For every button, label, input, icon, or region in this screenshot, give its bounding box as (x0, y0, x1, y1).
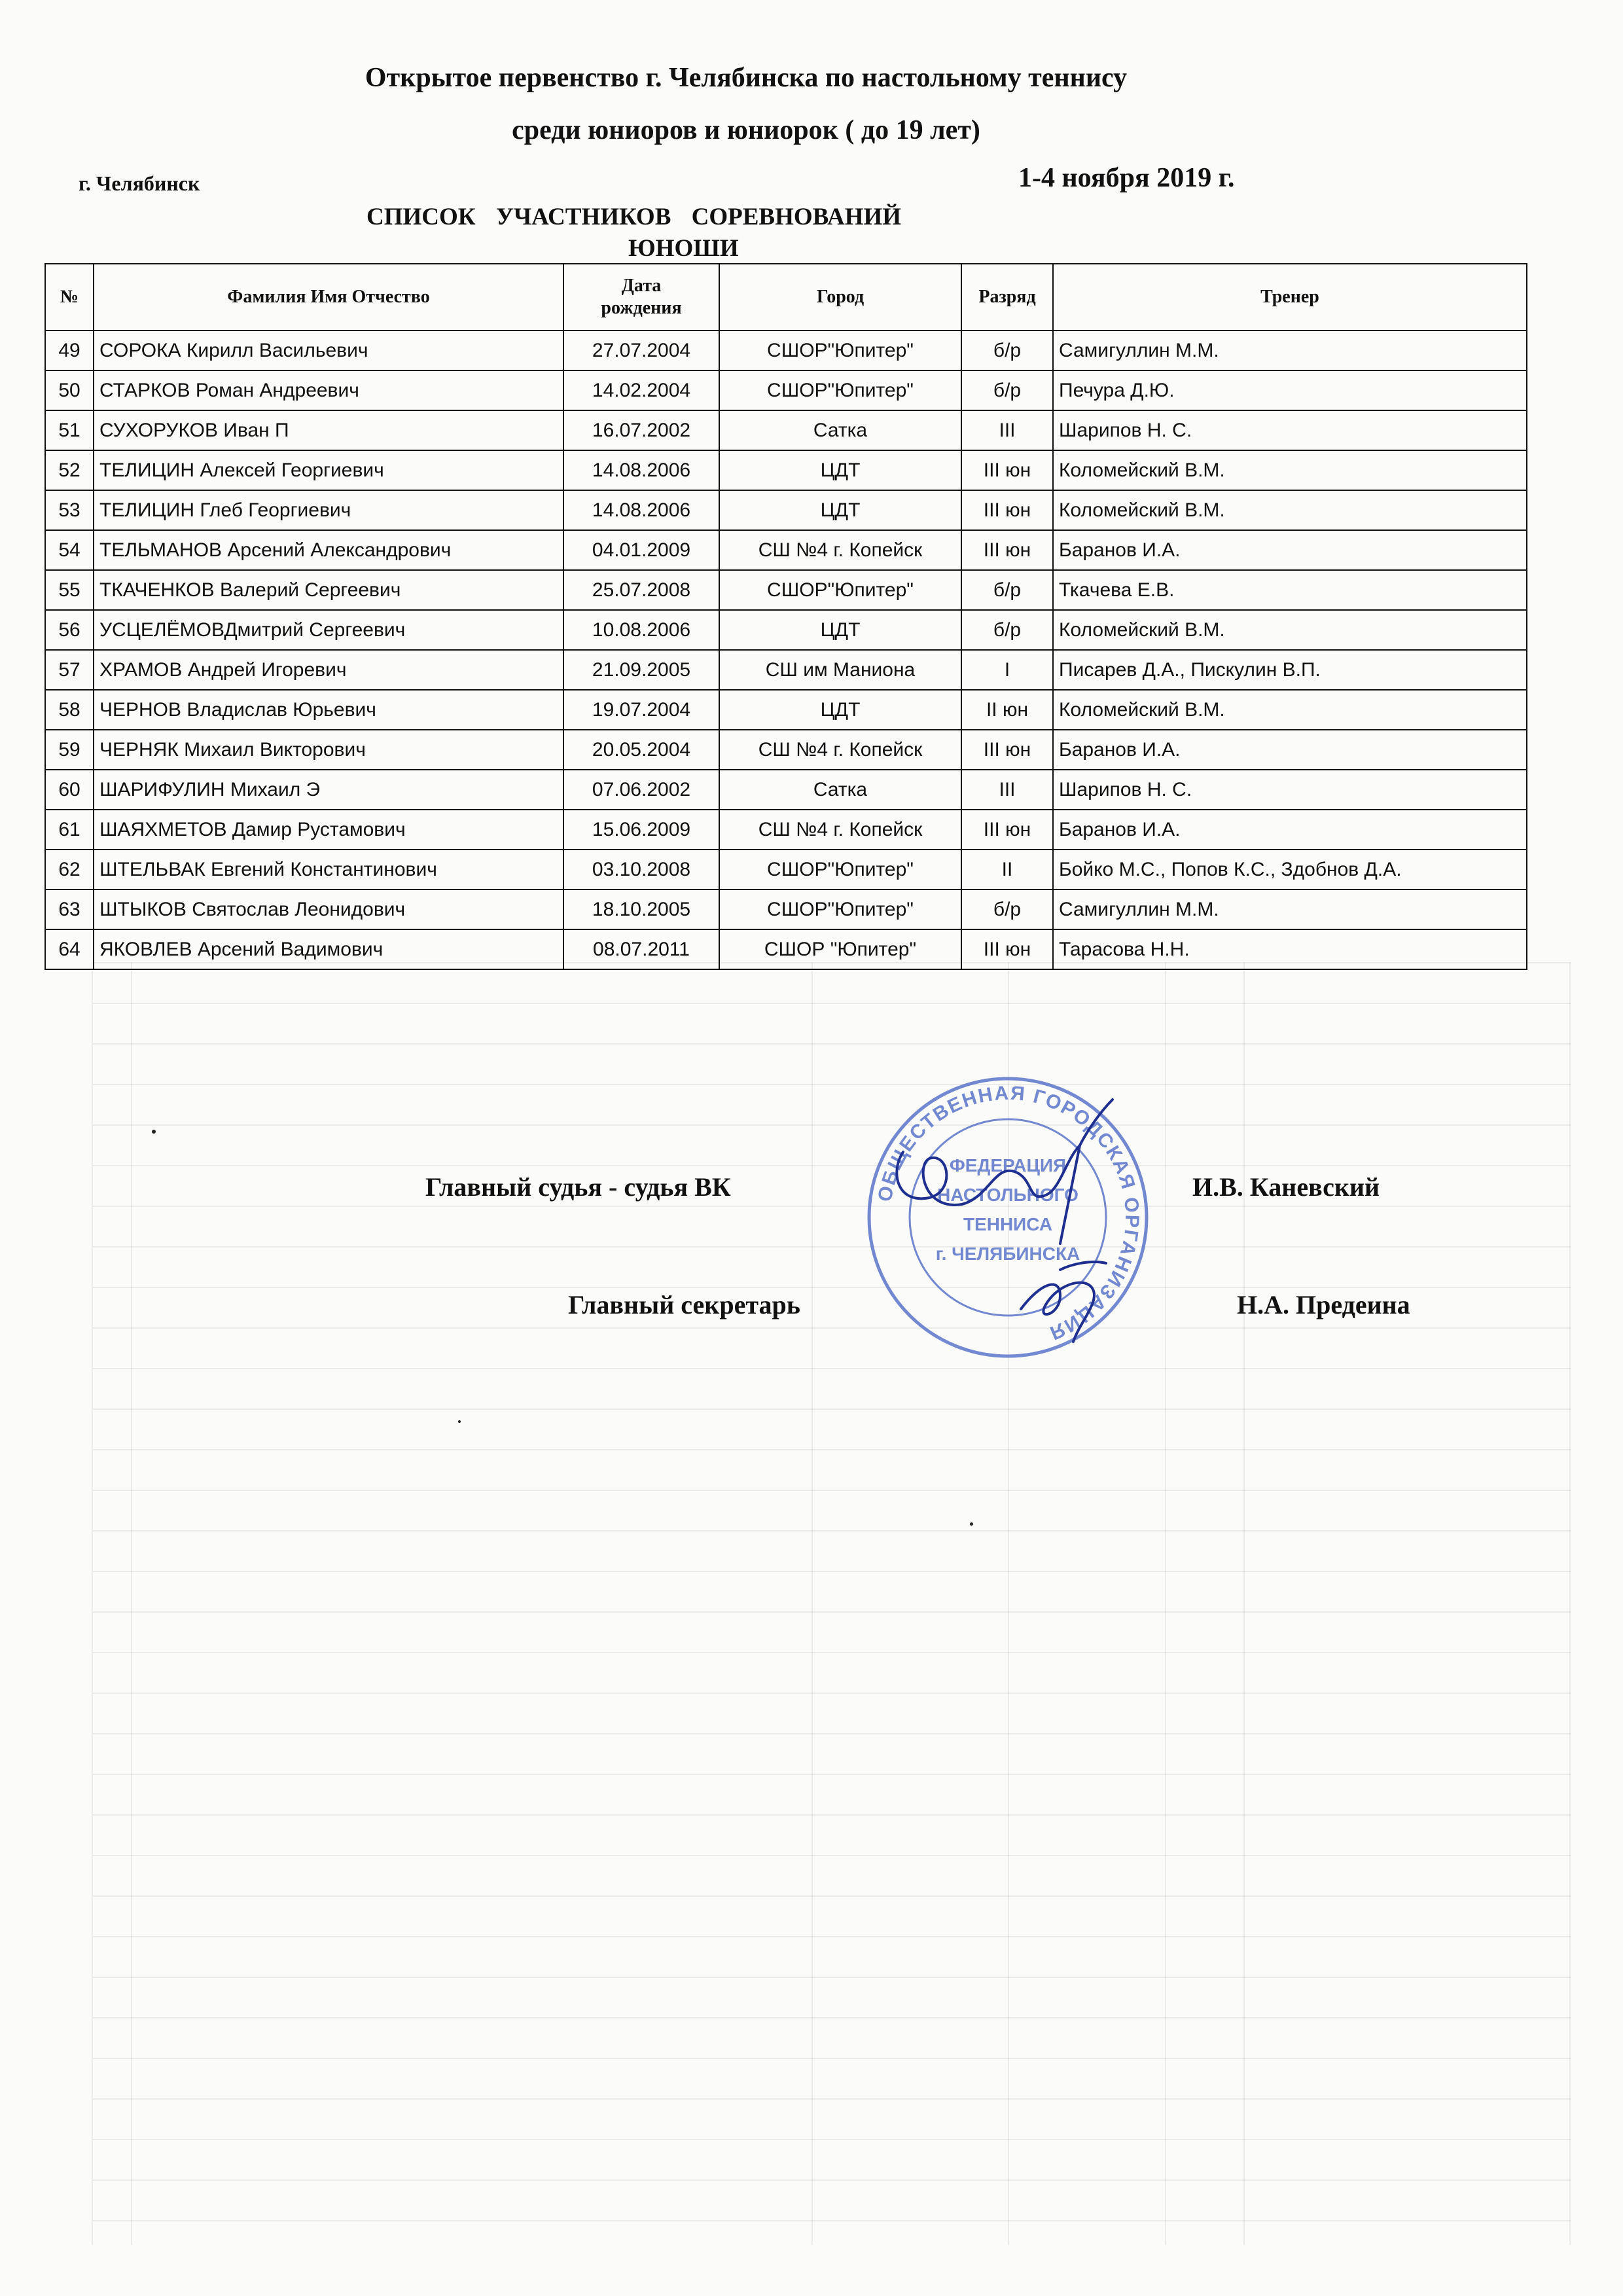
cell-name: ЧЕРНОВ Владислав Юрьевич (94, 690, 563, 730)
chief-judge-role: Главный судья - судья ВК (425, 1172, 731, 1202)
cell-num: 61 (45, 810, 94, 850)
cell-coach: Ткачева Е.В. (1053, 570, 1527, 610)
cell-dob: 08.07.2011 (563, 929, 719, 969)
cell-name: ЧЕРНЯК Михаил Викторович (94, 730, 563, 770)
col-header-city: Город (719, 264, 961, 331)
cell-dob: 27.07.2004 (563, 331, 719, 370)
cell-dob: 14.08.2006 (563, 450, 719, 490)
cell-name: ШТЫКОВ Святослав Леонидович (94, 889, 563, 929)
cell-dob: 15.06.2009 (563, 810, 719, 850)
cell-rank: II (961, 850, 1053, 889)
cell-num: 57 (45, 650, 94, 690)
cell-coach: Бойко М.С., Попов К.С., Здобнов Д.А. (1053, 850, 1527, 889)
speck (458, 1420, 461, 1423)
table-row (45, 730, 1527, 770)
cell-dob: 21.09.2005 (563, 650, 719, 690)
table-body (45, 331, 1527, 969)
cell-name: СОРОКА Кирилл Васильевич (94, 331, 563, 370)
cell-coach: Коломейский В.М. (1053, 610, 1527, 650)
table-row (45, 889, 1527, 929)
cell-city: СШОР"Юпитер" (719, 331, 961, 370)
cell-num: 64 (45, 929, 94, 969)
cell-rank: III юн (961, 730, 1053, 770)
venue-city: г. Челябинск (79, 171, 200, 195)
cell-rank: III юн (961, 450, 1053, 490)
cell-city: СШ им Маниона (719, 650, 961, 690)
cell-num: 60 (45, 770, 94, 810)
group-title: ЮНОШИ (628, 235, 739, 262)
table-row (45, 490, 1527, 530)
col-header-dob-line1: Дата (621, 276, 662, 296)
cell-name: ТЕЛЬМАНОВ Арсений Александрович (94, 530, 563, 570)
cell-rank: III (961, 410, 1053, 450)
cell-coach: Тарасова Н.Н. (1053, 929, 1527, 969)
participants-table (45, 263, 1527, 970)
speck (152, 1130, 156, 1134)
cell-coach: Баранов И.А. (1053, 810, 1527, 850)
table-row (45, 331, 1527, 370)
table-row (45, 610, 1527, 650)
list-title: СПИСОК УЧАСТНИКОВ СОРЕВНОВАНИЙ (366, 204, 902, 230)
cell-dob: 16.07.2002 (563, 410, 719, 450)
cell-name: ТЕЛИЦИН Алексей Георгиевич (94, 450, 563, 490)
table-row (45, 929, 1527, 969)
stamp-outer-text: ОБЩЕСТВЕННАЯ ГОРОДСКАЯ ОРГАНИЗАЦИЯ (874, 1082, 1143, 1344)
cell-coach: Коломейский В.М. (1053, 490, 1527, 530)
cell-city: СШ №4 г. Копейск (719, 530, 961, 570)
cell-city: СШОР"Юпитер" (719, 850, 961, 889)
cell-coach: Коломейский В.М. (1053, 450, 1527, 490)
cell-name: ШАЯХМЕТОВ Дамир Рустамович (94, 810, 563, 850)
cell-coach: Печура Д.Ю. (1053, 370, 1527, 410)
col-header-coach: Тренер (1053, 264, 1527, 331)
cell-name: СТАРКОВ Роман Андреевич (94, 370, 563, 410)
document-title-line2: среди юниоров и юниорок ( до 19 лет) (512, 115, 980, 145)
table-row (45, 690, 1527, 730)
cell-name: ТКАЧЕНКОВ Валерий Сергеевич (94, 570, 563, 610)
cell-rank: III юн (961, 929, 1053, 969)
cell-num: 58 (45, 690, 94, 730)
cell-coach: Коломейский В.М. (1053, 690, 1527, 730)
cell-dob: 03.10.2008 (563, 850, 719, 889)
table-row (45, 810, 1527, 850)
table-row (45, 450, 1527, 490)
stamp-inner-text: ТЕННИСА (963, 1214, 1053, 1234)
table-row (45, 370, 1527, 410)
cell-num: 54 (45, 530, 94, 570)
table-row (45, 570, 1527, 610)
cell-num: 50 (45, 370, 94, 410)
cell-num: 49 (45, 331, 94, 370)
cell-name: ЯКОВЛЕВ Арсений Вадимович (94, 929, 563, 969)
cell-dob: 14.08.2006 (563, 490, 719, 530)
table-row (45, 650, 1527, 690)
cell-rank: III юн (961, 530, 1053, 570)
cell-dob: 04.01.2009 (563, 530, 719, 570)
table-row (45, 770, 1527, 810)
cell-city: ЦДТ (719, 690, 961, 730)
cell-num: 56 (45, 610, 94, 650)
cell-city: ЦДТ (719, 610, 961, 650)
cell-coach: Писарев Д.А., Пискулин В.П. (1053, 650, 1527, 690)
cell-name: ШТЕЛЬВАК Евгений Константинович (94, 850, 563, 889)
table-row (45, 850, 1527, 889)
cell-city: ЦДТ (719, 450, 961, 490)
cell-rank: б/р (961, 370, 1053, 410)
cell-city: СШ №4 г. Копейск (719, 730, 961, 770)
cell-dob: 14.02.2004 (563, 370, 719, 410)
cell-coach: Самигуллин М.М. (1053, 331, 1527, 370)
cell-name: ТЕЛИЦИН Глеб Георгиевич (94, 490, 563, 530)
cell-rank: б/р (961, 889, 1053, 929)
document-title-line1: Открытое первенство г. Челябинска по настольному теннису (365, 63, 1128, 93)
table-row (45, 410, 1527, 450)
cell-rank: III (961, 770, 1053, 810)
table-row (45, 530, 1527, 570)
stamp-inner-text: НАСТОЛЬНОГО (937, 1185, 1079, 1205)
cell-num: 55 (45, 570, 94, 610)
cell-name: СУХОРУКОВ Иван П (94, 410, 563, 450)
svg-text:ОБЩЕСТВЕННАЯ ГОРОДСКАЯ ОРГАНИЗ (874, 1083, 1143, 1344)
cell-rank: III юн (961, 810, 1053, 850)
cell-city: Сатка (719, 410, 961, 450)
col-header-dob-line2: рождения (601, 298, 682, 318)
cell-coach: Шарипов Н. С. (1053, 410, 1527, 450)
cell-city: Сатка (719, 770, 961, 810)
cell-city: СШ №4 г. Копейск (719, 810, 961, 850)
cell-rank: II юн (961, 690, 1053, 730)
cell-city: СШОР "Юпитер" (719, 929, 961, 969)
cell-num: 59 (45, 730, 94, 770)
cell-city: СШОР"Юпитер" (719, 570, 961, 610)
cell-rank: б/р (961, 610, 1053, 650)
col-header-num: № (45, 264, 94, 331)
cell-num: 52 (45, 450, 94, 490)
cell-num: 63 (45, 889, 94, 929)
chief-secretary-role: Главный секретарь (568, 1290, 800, 1319)
chief-secretary-name: Н.А. Предеина (1237, 1290, 1410, 1319)
cell-coach: Баранов И.А. (1053, 730, 1527, 770)
bleed-through-columns (92, 962, 1571, 2245)
cell-dob: 10.08.2006 (563, 610, 719, 650)
cell-rank: III юн (961, 490, 1053, 530)
cell-dob: 25.07.2008 (563, 570, 719, 610)
event-dates: 1-4 ноября 2019 г. (1018, 163, 1235, 193)
cell-rank: б/р (961, 331, 1053, 370)
cell-dob: 07.06.2002 (563, 770, 719, 810)
cell-coach: Баранов И.А. (1053, 530, 1527, 570)
cell-city: СШОР"Юпитер" (719, 370, 961, 410)
cell-name: ШАРИФУЛИН Михаил Э (94, 770, 563, 810)
cell-dob: 19.07.2004 (563, 690, 719, 730)
speck (970, 1522, 973, 1526)
stamp-inner-text: г. ЧЕЛЯБИНСКА (935, 1244, 1080, 1264)
col-header-name: Фамилия Имя Отчество (94, 264, 563, 331)
cell-num: 51 (45, 410, 94, 450)
col-header-dob (563, 264, 719, 331)
cell-dob: 18.10.2005 (563, 889, 719, 929)
cell-name: ХРАМОВ Андрей Игоревич (94, 650, 563, 690)
col-header-rank: Разряд (961, 264, 1053, 331)
cell-rank: б/р (961, 570, 1053, 610)
cell-coach: Самигуллин М.М. (1053, 889, 1527, 929)
cell-city: ЦДТ (719, 490, 961, 530)
cell-city: СШОР"Юпитер" (719, 889, 961, 929)
cell-rank: I (961, 650, 1053, 690)
chief-judge-name: И.В. Каневский (1192, 1172, 1380, 1202)
cell-num: 62 (45, 850, 94, 889)
cell-dob: 20.05.2004 (563, 730, 719, 770)
organization-stamp (864, 1073, 1152, 1361)
table-header-row (45, 264, 1527, 331)
cell-coach: Шарипов Н. С. (1053, 770, 1527, 810)
stamp-inner-text: ФЕДЕРАЦИЯ (949, 1155, 1067, 1175)
cell-num: 53 (45, 490, 94, 530)
cell-name: УСЦЕЛЁМОВДмитрий Сергеевич (94, 610, 563, 650)
